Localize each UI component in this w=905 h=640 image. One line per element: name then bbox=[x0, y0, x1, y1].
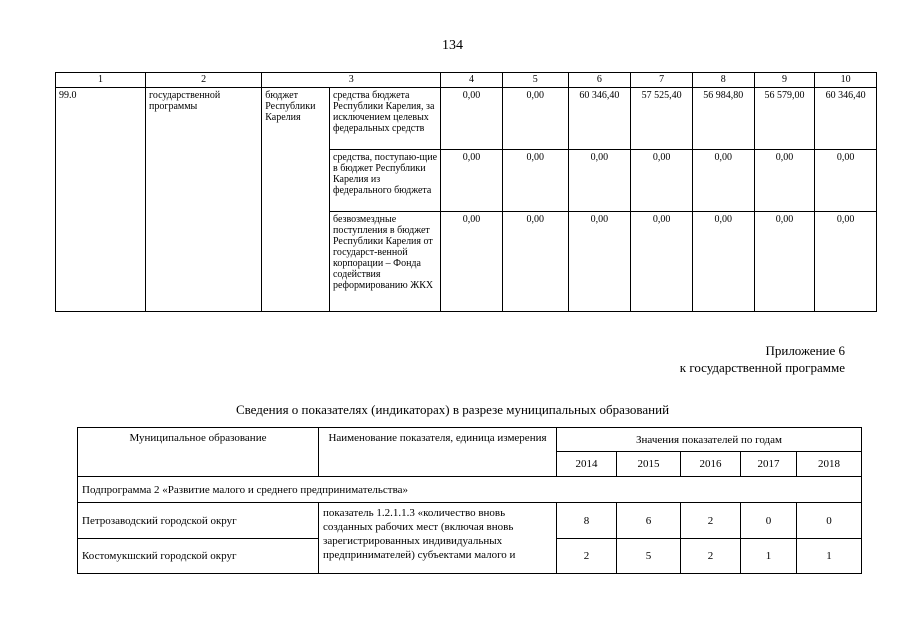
value-cell: 0,00 bbox=[631, 150, 693, 212]
subprogram-title: Подпрограмма 2 «Развитие малого и среднего предпринимательства» bbox=[78, 477, 862, 503]
column-number: 6 bbox=[568, 73, 631, 88]
value-cell: 57 525,40 bbox=[631, 88, 693, 150]
header-municipality: Муниципальное образование bbox=[78, 428, 319, 477]
value-cell: 1 bbox=[797, 539, 862, 574]
year-header: 2015 bbox=[617, 452, 681, 477]
subprogram-row bbox=[78, 477, 862, 503]
value-cell: 5 bbox=[617, 539, 681, 574]
value-cell: 0,00 bbox=[502, 150, 568, 212]
header-row bbox=[78, 428, 862, 452]
page-number: 134 bbox=[442, 38, 463, 53]
year-header: 2014 bbox=[557, 452, 617, 477]
value-cell: 56 984,80 bbox=[692, 88, 754, 150]
appendix-line: Приложение 6 bbox=[765, 343, 845, 358]
value-cell: 0,00 bbox=[754, 150, 815, 212]
column-number: 3 bbox=[262, 73, 441, 88]
column-number-row bbox=[56, 73, 877, 88]
column-number: 10 bbox=[815, 73, 877, 88]
header-values: Значения показателей по годам bbox=[557, 428, 862, 452]
appendix-line: к государственной программе bbox=[679, 360, 845, 375]
value-cell: 0 bbox=[741, 503, 797, 539]
value-cell: 0,00 bbox=[815, 212, 877, 312]
year-header: 2018 bbox=[797, 452, 862, 477]
column-number: 9 bbox=[754, 73, 815, 88]
value-cell: 0,00 bbox=[502, 88, 568, 150]
program-name: государственной программы bbox=[145, 88, 261, 312]
column-number: 1 bbox=[56, 73, 146, 88]
value-cell: 0,00 bbox=[815, 150, 877, 212]
column-number: 5 bbox=[502, 73, 568, 88]
funding-source: средства бюджета Республики Карелия, за исключением целевых федеральных средств bbox=[329, 88, 440, 150]
column-number: 2 bbox=[145, 73, 261, 88]
municipality-name: Петрозаводский городской округ bbox=[78, 503, 319, 539]
value-cell: 0,00 bbox=[441, 150, 503, 212]
table-row bbox=[56, 88, 877, 150]
value-cell: 0,00 bbox=[568, 212, 631, 312]
value-cell: 6 bbox=[617, 503, 681, 539]
value-cell: 0,00 bbox=[441, 212, 503, 312]
column-number: 4 bbox=[441, 73, 503, 88]
value-cell: 0,00 bbox=[568, 150, 631, 212]
appendix-caption bbox=[680, 342, 845, 376]
value-cell: 56 579,00 bbox=[754, 88, 815, 150]
value-cell: 60 346,40 bbox=[568, 88, 631, 150]
municipality-name: Костомукшский городской округ bbox=[78, 539, 319, 574]
column-number: 8 bbox=[692, 73, 754, 88]
value-cell: 0,00 bbox=[692, 212, 754, 312]
value-cell: 0,00 bbox=[502, 212, 568, 312]
year-header: 2016 bbox=[681, 452, 741, 477]
table-row bbox=[78, 503, 862, 539]
value-cell: 2 bbox=[681, 503, 741, 539]
program-code: 99.0 bbox=[56, 88, 146, 312]
budget-table bbox=[55, 72, 877, 312]
value-cell: 60 346,40 bbox=[815, 88, 877, 150]
value-cell: 0,00 bbox=[692, 150, 754, 212]
value-cell: 0,00 bbox=[631, 212, 693, 312]
value-cell: 0,00 bbox=[754, 212, 815, 312]
value-cell: 1 bbox=[741, 539, 797, 574]
value-cell: 0 bbox=[797, 503, 862, 539]
funding-source: безвозмездные поступления в бюджет Республики Карелия от государст-венной корпорации – Фонда содействия реформированию ЖКХ bbox=[329, 212, 440, 312]
year-header: 2017 bbox=[741, 452, 797, 477]
value-cell: 0,00 bbox=[441, 88, 503, 150]
value-cell: 2 bbox=[681, 539, 741, 574]
indicator-cell bbox=[319, 503, 557, 574]
funding-source: средства, поступаю-щие в бюджет Республики Карелия из федерального бюджета bbox=[329, 150, 440, 212]
header-indicator: Наименование показателя, единица измерения bbox=[319, 428, 557, 477]
document-title: Сведения о показателях (индикаторах) в разрезе муниципальных образований bbox=[235, 402, 670, 417]
value-cell: 8 bbox=[557, 503, 617, 539]
indicator-name: показатель 1.2.1.1.3 «количество вновь созданных рабочих мест (включая вновь зарегистрированных индивидуальных предпринимателей) субъектами малого и bbox=[323, 507, 516, 561]
value-cell: 2 bbox=[557, 539, 617, 574]
column-number: 7 bbox=[631, 73, 693, 88]
budget-label: бюджет Республики Карелия bbox=[262, 88, 330, 312]
indicators-table bbox=[77, 427, 862, 574]
